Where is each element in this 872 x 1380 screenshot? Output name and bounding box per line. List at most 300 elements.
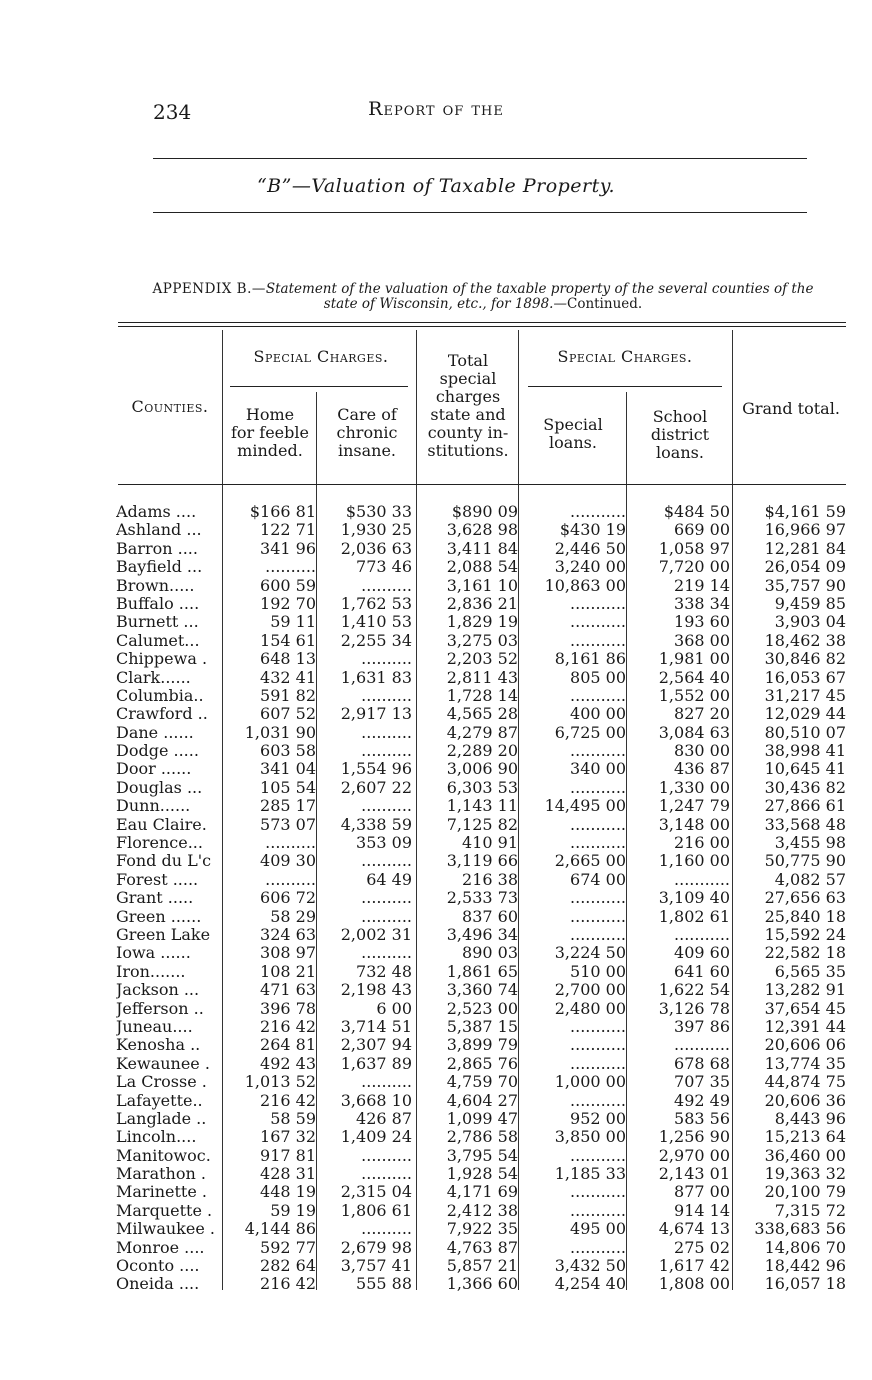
table-row xyxy=(0,742,872,760)
grand-total-value: 33,568 48 xyxy=(764,814,846,834)
table-row xyxy=(0,834,872,852)
grand-total-value: 8,443 96 xyxy=(774,1108,846,1128)
care-insane-value: 426 87 xyxy=(356,1108,412,1128)
grand-total-value: 338,683 56 xyxy=(754,1219,846,1239)
grand-total-value: 12,391 44 xyxy=(764,1016,846,1036)
care-insane-value: .......... xyxy=(361,1072,412,1092)
county-name: Douglas ... xyxy=(116,778,203,797)
school-loans-header xyxy=(628,408,732,462)
care-header-l2: chronic xyxy=(336,423,398,442)
home-feeble-value: 122 71 xyxy=(260,520,316,540)
special-loans-value: 3,432 50 xyxy=(554,1256,626,1276)
total-special-value: 1,928 54 xyxy=(446,1164,518,1184)
total-header-l6: stitutions. xyxy=(427,441,509,460)
table-top-rule-2 xyxy=(118,326,846,327)
header-bottom-rule xyxy=(118,484,846,485)
table-row xyxy=(0,1092,872,1110)
table-row xyxy=(0,650,872,668)
home-feeble-value: 308 97 xyxy=(260,943,316,963)
county-name: Iron....... xyxy=(116,962,186,981)
grand-total-value: 10,645 41 xyxy=(764,759,846,779)
school-loans-value: 3,126 78 xyxy=(658,998,730,1018)
county-name: Florence... xyxy=(116,834,203,853)
table-row xyxy=(0,1055,872,1073)
home-feeble-value: 59 19 xyxy=(270,1200,316,1220)
special-loans-value: 1,000 00 xyxy=(554,1072,626,1092)
special-loans-value: ........... xyxy=(570,906,626,926)
home-feeble-value: 282 64 xyxy=(260,1256,316,1276)
table-row xyxy=(0,816,872,834)
school-loans-value: 368 00 xyxy=(674,630,730,650)
care-insane-value: .......... xyxy=(361,1219,412,1239)
care-insane-value: 1,409 24 xyxy=(340,1127,412,1147)
school-loans-value: 3,109 40 xyxy=(658,888,730,908)
care-insane-value: 1,410 53 xyxy=(340,612,412,632)
county-name: Buffalo .... xyxy=(116,594,200,613)
table-row xyxy=(0,981,872,999)
home-feeble-value: 216 42 xyxy=(260,1090,316,1110)
school-loans-value: 338 34 xyxy=(674,593,730,613)
county-name: Langlade .. xyxy=(116,1109,207,1128)
special-loans-value: ........... xyxy=(570,612,626,632)
grand-total-value: 26,054 09 xyxy=(764,557,846,577)
grand-total-value: 15,213 64 xyxy=(764,1127,846,1147)
county-name: Manitowoc. xyxy=(116,1146,211,1165)
school-loans-value: 1,160 00 xyxy=(658,851,730,871)
home-feeble-value: 167 32 xyxy=(260,1127,316,1147)
appendix-text-line1: Statement of the valuation of the taxable property of the several counties of the xyxy=(265,281,814,297)
table-row xyxy=(0,724,872,742)
special-header-l2: loans. xyxy=(549,433,597,452)
care-insane-value: 353 09 xyxy=(356,833,412,853)
care-insane-value: 773 46 xyxy=(356,557,412,577)
home-feeble-value: 264 81 xyxy=(260,1035,316,1055)
total-special-value: 4,565 28 xyxy=(446,704,518,724)
school-loans-value: 219 14 xyxy=(674,575,730,595)
special-loans-value: 4,254 40 xyxy=(554,1274,626,1294)
county-name: Brown..... xyxy=(116,576,195,595)
county-name: Dodge ..... xyxy=(116,742,199,761)
county-name: Chippewa . xyxy=(116,650,208,669)
special-loans-value: 10,863 00 xyxy=(544,575,626,595)
total-special-value: 4,604 27 xyxy=(446,1090,518,1110)
grand-total-value: 18,442 96 xyxy=(764,1256,846,1276)
table-row xyxy=(0,1165,872,1183)
county-name: Calumet... xyxy=(116,631,200,650)
total-special-value: 1,861 65 xyxy=(446,961,518,981)
special-loans-value: 400 00 xyxy=(570,704,626,724)
care-insane-value: 2,198 43 xyxy=(340,980,412,1000)
table-row xyxy=(0,503,872,521)
care-insane-value: 3,668 10 xyxy=(340,1090,412,1110)
table-row xyxy=(0,577,872,595)
table-row xyxy=(0,871,872,889)
home-feeble-value: 4,144 86 xyxy=(244,1219,316,1239)
county-name: Lincoln.... xyxy=(116,1128,197,1147)
table-row xyxy=(0,540,872,558)
top-rule xyxy=(153,158,807,159)
care-insane-value: .......... xyxy=(361,1145,412,1165)
grand-total-value: 25,840 18 xyxy=(764,906,846,926)
special-loans-value: ........... xyxy=(570,1035,626,1055)
county-name: Door ...... xyxy=(116,760,192,779)
school-loans-value: 1,622 54 xyxy=(658,980,730,1000)
grand-total-value: 50,775 90 xyxy=(764,851,846,871)
grand-total-value: 13,774 35 xyxy=(764,1053,846,1073)
special-loans-value: 495 00 xyxy=(570,1219,626,1239)
table-row xyxy=(0,1073,872,1091)
school-loans-value: 3,084 63 xyxy=(658,722,730,742)
section-subtitle: “B”—Valuation of Taxable Property. xyxy=(256,175,616,197)
care-insane-value: 3,714 51 xyxy=(340,1016,412,1036)
table-row xyxy=(0,613,872,631)
home-feeble-value: 154 61 xyxy=(260,630,316,650)
care-insane-value: 4,338 59 xyxy=(340,814,412,834)
care-insane-value: .......... xyxy=(361,685,412,705)
total-special-value: 4,171 69 xyxy=(446,1182,518,1202)
county-name: Oconto .... xyxy=(116,1257,200,1276)
total-header-l3: charges xyxy=(435,387,501,406)
care-insane-value: 2,315 04 xyxy=(340,1182,412,1202)
home-feeble-value: 396 78 xyxy=(260,998,316,1018)
table-row xyxy=(0,1018,872,1036)
care-insane-value: 1,631 83 xyxy=(340,667,412,687)
school-loans-value: ........... xyxy=(674,924,730,944)
special-loans-value: 2,700 00 xyxy=(554,980,626,1000)
care-header-l1: Care of xyxy=(337,405,397,424)
school-loans-value: 1,552 00 xyxy=(658,685,730,705)
school-loans-value: 1,802 61 xyxy=(658,906,730,926)
county-name: Barron .... xyxy=(116,539,198,558)
table-row xyxy=(0,852,872,870)
county-name: Burnett ... xyxy=(116,613,199,632)
table-row xyxy=(0,705,872,723)
care-insane-value: 2,607 22 xyxy=(340,777,412,797)
subtitle-rule xyxy=(153,212,807,213)
home-feeble-value: 471 63 xyxy=(260,980,316,1000)
grand-total-value: 30,436 82 xyxy=(764,777,846,797)
care-insane-value: 2,307 94 xyxy=(340,1035,412,1055)
table-row xyxy=(0,1239,872,1257)
grand-total-value: 31,217 45 xyxy=(764,685,846,705)
total-special-value: 1,728 14 xyxy=(446,685,518,705)
grand-total-value: 80,510 07 xyxy=(764,722,846,742)
special-loans-value: ........... xyxy=(570,685,626,705)
care-insane-value: 1,637 89 xyxy=(340,1053,412,1073)
county-name: Dane ...... xyxy=(116,723,194,742)
county-name: Marquette . xyxy=(116,1201,213,1220)
grand-total-value: 16,053 67 xyxy=(764,667,846,687)
care-insane-value: 2,002 31 xyxy=(340,924,412,944)
total-special-value: 7,125 82 xyxy=(446,814,518,834)
school-header-l1: School xyxy=(652,407,708,426)
school-loans-value: 3,148 00 xyxy=(658,814,730,834)
county-name: Green Lake xyxy=(116,925,211,944)
total-special-value: 3,360 74 xyxy=(446,980,518,1000)
school-loans-value: 436 87 xyxy=(674,759,730,779)
table-row xyxy=(0,1183,872,1201)
school-loans-value: 492 49 xyxy=(674,1090,730,1110)
group1-underline xyxy=(230,386,408,387)
school-loans-value: 678 68 xyxy=(674,1053,730,1073)
table-row xyxy=(0,1275,872,1293)
total-special-value: 1,143 11 xyxy=(446,796,518,816)
grand-total-value: 7,315 72 xyxy=(774,1200,846,1220)
school-loans-value: ........... xyxy=(674,1035,730,1055)
table-row xyxy=(0,632,872,650)
total-special-value: 2,533 73 xyxy=(446,888,518,908)
home-feeble-value: 1,031 90 xyxy=(244,722,316,742)
home-feeble-value: 409 30 xyxy=(260,851,316,871)
special-loans-value: 510 00 xyxy=(570,961,626,981)
special-loans-value: 2,446 50 xyxy=(554,538,626,558)
page-number: 234 xyxy=(153,100,192,124)
care-insane-value: .......... xyxy=(361,649,412,669)
school-loans-value: 216 00 xyxy=(674,833,730,853)
grand-total-header: Grand total. xyxy=(742,399,840,418)
grand-total-value: 15,592 24 xyxy=(764,924,846,944)
home-feeble-value: 341 04 xyxy=(260,759,316,779)
table-body xyxy=(0,503,872,1294)
school-loans-value: 1,617 42 xyxy=(658,1256,730,1276)
grand-total-value: 27,656 63 xyxy=(764,888,846,908)
home-feeble-value: 105 54 xyxy=(260,777,316,797)
home-feeble-value: 285 17 xyxy=(260,796,316,816)
table-row xyxy=(0,779,872,797)
special-loans-value: 3,240 00 xyxy=(554,557,626,577)
school-loans-value: 397 86 xyxy=(674,1016,730,1036)
home-feeble-value: 607 52 xyxy=(260,704,316,724)
care-header-l3: insane. xyxy=(337,441,397,460)
home-feeble-value: 216 42 xyxy=(260,1016,316,1036)
table-row xyxy=(0,1128,872,1146)
home-feeble-value: 448 19 xyxy=(260,1182,316,1202)
total-special-value: $890 09 xyxy=(451,502,518,521)
total-special-value: 5,857 21 xyxy=(446,1256,518,1276)
home-feeble-value: 600 59 xyxy=(260,575,316,595)
care-insane-value: 1,930 25 xyxy=(340,520,412,540)
grand-total-value: 27,866 61 xyxy=(764,796,846,816)
grand-total-value: 9,459 85 xyxy=(774,593,846,613)
special-loans-value: 952 00 xyxy=(570,1108,626,1128)
care-insane-value: 2,917 13 xyxy=(340,704,412,724)
total-special-value: 216 38 xyxy=(462,869,518,889)
grand-total-value: 18,462 38 xyxy=(764,630,846,650)
table-row xyxy=(0,908,872,926)
home-feeble-value: 592 77 xyxy=(260,1237,316,1257)
special-header-l1: Special xyxy=(543,415,603,434)
special-loans-value: 3,224 50 xyxy=(554,943,626,963)
school-loans-value: 2,143 01 xyxy=(658,1164,730,1184)
total-special-value: 6,303 53 xyxy=(446,777,518,797)
home-feeble-value: 432 41 xyxy=(260,667,316,687)
special-loans-value: 1,185 33 xyxy=(554,1164,626,1184)
grand-total-value: 19,363 32 xyxy=(764,1164,846,1184)
total-special-value: 837 60 xyxy=(462,906,518,926)
total-special-value: 3,119 66 xyxy=(446,851,518,871)
school-loans-value: 2,970 00 xyxy=(658,1145,730,1165)
school-loans-value: 1,330 00 xyxy=(658,777,730,797)
special-loans-value: ........... xyxy=(570,814,626,834)
total-special-value: 4,279 87 xyxy=(446,722,518,742)
home-header-l3: minded. xyxy=(237,441,303,460)
table-row xyxy=(0,521,872,539)
total-special-value: 4,763 87 xyxy=(446,1237,518,1257)
total-header xyxy=(418,352,518,460)
home-feeble-value: 58 29 xyxy=(270,906,316,926)
care-insane-value: 3,757 41 xyxy=(340,1256,412,1276)
county-name: Iowa ...... xyxy=(116,944,191,963)
home-feeble-value: 917 81 xyxy=(260,1145,316,1165)
school-loans-value: 830 00 xyxy=(674,741,730,761)
grand-total-value: 38,998 41 xyxy=(764,741,846,761)
total-special-value: 3,899 79 xyxy=(446,1035,518,1055)
care-insane-value: .......... xyxy=(361,796,412,816)
county-name: La Crosse . xyxy=(116,1073,207,1092)
grand-total-value: 16,966 97 xyxy=(764,520,846,540)
table-row xyxy=(0,944,872,962)
special-loans-value: 2,480 00 xyxy=(554,998,626,1018)
total-special-value: 1,366 60 xyxy=(446,1274,518,1294)
county-name: Eau Claire. xyxy=(116,815,207,834)
home-feeble-value: 58 59 xyxy=(270,1108,316,1128)
appendix-text-line2: state of Wisconsin, etc., for 1898.— xyxy=(323,296,567,312)
school-loans-value: 1,981 00 xyxy=(658,649,730,669)
care-insane-value: .......... xyxy=(361,851,412,871)
home-feeble-value: 603 58 xyxy=(260,741,316,761)
total-special-value: 3,496 34 xyxy=(446,924,518,944)
school-loans-value: 1,808 00 xyxy=(658,1274,730,1294)
grand-total-value: 37,654 45 xyxy=(764,998,846,1018)
total-special-value: 2,836 21 xyxy=(446,593,518,613)
grand-total-value: 4,082 57 xyxy=(774,869,846,889)
total-special-value: 2,811 43 xyxy=(446,667,518,687)
care-insane-value: 555 88 xyxy=(356,1274,412,1294)
total-special-value: 3,628 98 xyxy=(446,520,518,540)
home-feeble-value: 1,013 52 xyxy=(244,1072,316,1092)
care-insane-value: 2,255 34 xyxy=(340,630,412,650)
total-special-value: 2,289 20 xyxy=(446,741,518,761)
care-insane-value: 2,679 98 xyxy=(340,1237,412,1257)
group2-underline xyxy=(528,386,722,387)
total-special-value: 3,795 54 xyxy=(446,1145,518,1165)
grand-total-value: 16,057 18 xyxy=(764,1274,846,1294)
total-special-value: 4,759 70 xyxy=(446,1072,518,1092)
care-insane-value: .......... xyxy=(361,741,412,761)
special-loans-value: ........... xyxy=(570,502,626,521)
school-loans-value: 275 02 xyxy=(674,1237,730,1257)
grand-total-value: 30,846 82 xyxy=(764,649,846,669)
school-loans-value: 1,247 79 xyxy=(658,796,730,816)
grand-total-value: 14,806 70 xyxy=(764,1237,846,1257)
special-loans-value: 2,665 00 xyxy=(554,851,626,871)
total-special-value: 2,203 52 xyxy=(446,649,518,669)
care-insane-value: .......... xyxy=(361,575,412,595)
total-special-value: 2,412 38 xyxy=(446,1200,518,1220)
total-special-value: 5,387 15 xyxy=(446,1016,518,1036)
special-loans-value: ........... xyxy=(570,1145,626,1165)
grand-total-value: $4,161 59 xyxy=(764,502,846,521)
total-header-l4: state and xyxy=(430,405,506,424)
total-special-value: 3,006 90 xyxy=(446,759,518,779)
home-feeble-value: 341 96 xyxy=(260,538,316,558)
home-feeble-value: $166 81 xyxy=(249,502,316,521)
school-header-l3: loans. xyxy=(656,443,704,462)
school-loans-value: ........... xyxy=(674,869,730,889)
care-insane-value: .......... xyxy=(361,722,412,742)
table-row xyxy=(0,797,872,815)
table-row xyxy=(0,889,872,907)
total-special-value: 7,922 35 xyxy=(446,1219,518,1239)
table-row xyxy=(0,926,872,944)
table-top-rule xyxy=(118,322,846,323)
county-name: Milwaukee . xyxy=(116,1220,215,1239)
special-loans-value: ........... xyxy=(570,1053,626,1073)
care-insane-value: 1,762 53 xyxy=(340,593,412,613)
special-loans-value: $430 19 xyxy=(559,520,626,540)
home-feeble-value: 324 63 xyxy=(260,924,316,944)
grand-total-value: 35,757 90 xyxy=(764,575,846,595)
school-loans-value: 2,564 40 xyxy=(658,667,730,687)
school-loans-value: $484 50 xyxy=(663,502,730,521)
school-loans-value: 1,058 97 xyxy=(658,538,730,558)
table-row xyxy=(0,1036,872,1054)
home-feeble-value: 591 82 xyxy=(260,685,316,705)
special-loans-value: ........... xyxy=(570,833,626,853)
total-special-value: 2,865 76 xyxy=(446,1053,518,1073)
special-loans-value: ........... xyxy=(570,1237,626,1257)
table-row xyxy=(0,1110,872,1128)
school-loans-value: 641 60 xyxy=(674,961,730,981)
special-loans-value: ........... xyxy=(570,593,626,613)
grand-total-value: 6,565 35 xyxy=(774,961,846,981)
special-loans-value: 3,850 00 xyxy=(554,1127,626,1147)
county-name: Oneida .... xyxy=(116,1275,200,1294)
county-name: Juneau.... xyxy=(116,1017,193,1036)
county-name: Fond du L'c xyxy=(116,852,212,871)
grand-total-value: 12,281 84 xyxy=(764,538,846,558)
care-insane-value: $530 33 xyxy=(345,502,412,521)
special-loans-value: ........... xyxy=(570,1016,626,1036)
home-feeble-value: 216 42 xyxy=(260,1274,316,1294)
special-loans-value: ........... xyxy=(570,741,626,761)
grand-total-value: 3,455 98 xyxy=(774,833,846,853)
school-loans-value: 707 35 xyxy=(674,1072,730,1092)
care-insane-value: 1,806 61 xyxy=(340,1200,412,1220)
home-feeble-value: 648 13 xyxy=(260,649,316,669)
school-loans-value: 914 14 xyxy=(674,1200,730,1220)
county-name: Green ...... xyxy=(116,907,202,926)
group1-header: Special Charges. xyxy=(253,347,389,366)
home-feeble-value: .......... xyxy=(265,557,316,577)
total-special-value: 2,523 00 xyxy=(446,998,518,1018)
county-name: Monroe .... xyxy=(116,1238,205,1257)
care-insane-value: .......... xyxy=(361,888,412,908)
special-loans-value: 674 00 xyxy=(570,869,626,889)
care-insane-value: 2,036 63 xyxy=(340,538,412,558)
special-loans-header xyxy=(520,416,626,452)
school-loans-value: 4,674 13 xyxy=(658,1219,730,1239)
home-feeble-value: 59 11 xyxy=(270,612,316,632)
total-special-value: 1,829 19 xyxy=(446,612,518,632)
table-row xyxy=(0,1202,872,1220)
total-header-l5: county in- xyxy=(427,423,509,442)
school-loans-value: 409 60 xyxy=(674,943,730,963)
grand-total-value: 20,606 06 xyxy=(764,1035,846,1055)
school-loans-value: 669 00 xyxy=(674,520,730,540)
total-special-value: 3,275 03 xyxy=(446,630,518,650)
home-header-l2: for feeble xyxy=(231,423,309,442)
